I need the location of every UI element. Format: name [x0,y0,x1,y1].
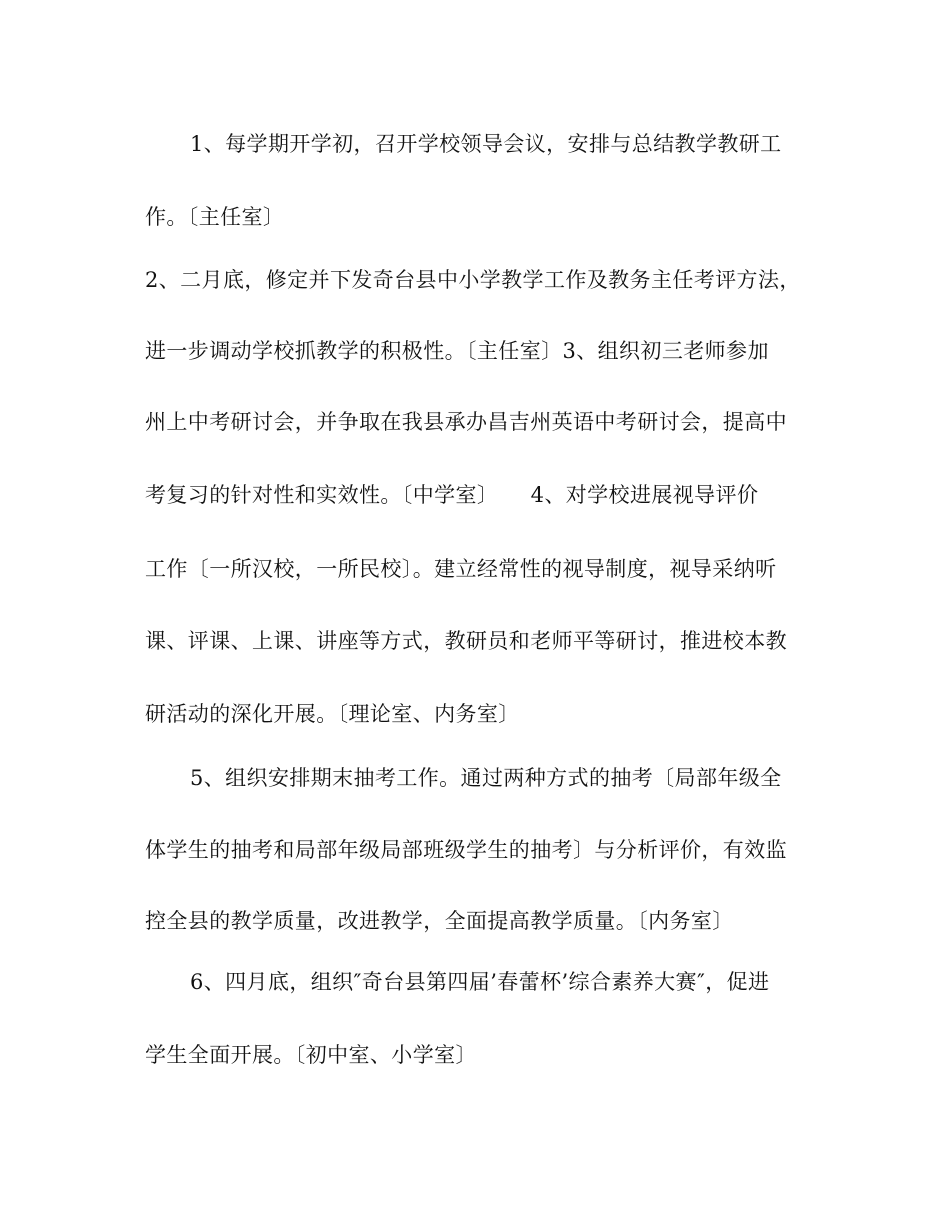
paragraph-line: 5、组织安排期末抽考工作。通过两种方式的抽考〔局部年级全 [190,766,782,790]
paragraph-line: 作。〔主任室〕 [145,205,285,229]
paragraph-line: 工作〔一所汉校，一所民校〕。建立经常性的视导制度，视导采纳听 [145,557,777,581]
paragraph-line: 体学生的抽考和局部年级局部班级学生的抽考〕与分析评价，有效监 [145,838,787,862]
paragraph-line: 考复习的针对性和实效性。〔中学室〕 4、对学校进展视导评价 [145,483,759,507]
paragraph-line: 6、四月底，组织″奇台县第四届’春蕾杯’综合素养大赛″，促进 [190,970,770,994]
paragraph-line: 控全县的教学质量，改进教学，全面提高教学质量。〔内务室〕 [145,909,734,933]
paragraph-line: 州上中考研讨会，并争取在我县承办昌吉州英语中考研讨会，提高中 [145,410,787,434]
paragraph-line: 课、评课、上课、讲座等方式，教研员和老师平等研讨，推进校本教 [145,629,787,653]
paragraph-line: 学生全面开展。〔初中室、小学室〕 [145,1043,477,1067]
paragraph-line: 研活动的深化开展。〔理论室、内务室〕 [145,702,520,726]
paragraph-line: 进一步调动学校抓教学的积极性。〔主任室〕3、组织初三老师参加 [145,339,769,363]
paragraph-line: 2、二月底，修定并下发奇台县中小学教学工作及教务主任考评方法， [145,268,801,292]
paragraph-line: 1、每学期开学初，召开学校领导会议，安排与总结教学教研工 [190,132,782,156]
